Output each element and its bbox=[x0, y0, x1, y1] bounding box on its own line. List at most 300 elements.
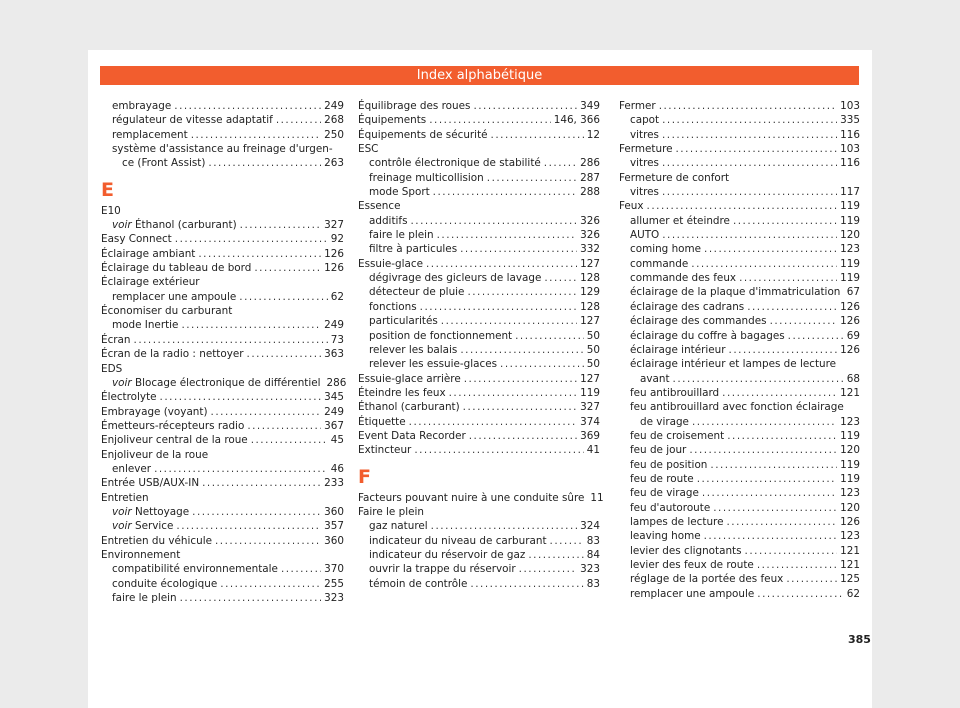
index-column-1 bbox=[101, 99, 347, 605]
entry-term bbox=[630, 257, 688, 271]
index-entry bbox=[101, 390, 344, 404]
entry-text: Essuie-glace arrière bbox=[358, 372, 461, 385]
entry-text: Essence bbox=[358, 200, 401, 213]
entry-term bbox=[369, 300, 417, 314]
dot-leader bbox=[689, 443, 837, 457]
entry-text: Nettoyage bbox=[131, 505, 190, 518]
dot-leader bbox=[726, 515, 837, 529]
dot-leader bbox=[722, 386, 837, 400]
dot-leader bbox=[662, 228, 837, 242]
entry-page: 369 bbox=[580, 429, 600, 442]
entry-term bbox=[369, 534, 547, 548]
entry-term bbox=[358, 400, 460, 414]
entry-text: coming home bbox=[630, 243, 702, 256]
entry-text: feu antibrouillard avec fonction éclairage bbox=[630, 401, 844, 414]
entry-page: 119 bbox=[840, 272, 860, 285]
entry-text: ouvrir la trappe du réservoir bbox=[369, 563, 516, 576]
entry-page: 119 bbox=[580, 386, 600, 399]
entry-term bbox=[369, 343, 457, 357]
entry-page: 126 bbox=[324, 262, 344, 275]
index-entry bbox=[101, 591, 344, 605]
dot-leader bbox=[175, 232, 328, 246]
index-entry bbox=[619, 372, 860, 386]
entry-page: 120 bbox=[840, 444, 860, 457]
index-entry bbox=[101, 261, 344, 275]
index-entry bbox=[358, 142, 600, 156]
entry-page: 62 bbox=[846, 587, 860, 600]
index-entry bbox=[101, 519, 344, 533]
dot-leader bbox=[460, 343, 583, 357]
entry-page: 119 bbox=[840, 214, 860, 227]
entry-page: 128 bbox=[580, 272, 600, 285]
entry-term bbox=[358, 128, 488, 142]
entry-page: 327 bbox=[324, 219, 344, 232]
entry-text: gaz naturel bbox=[369, 520, 428, 533]
entry-page: 126 bbox=[840, 343, 860, 356]
entry-text: éclairage intérieur bbox=[630, 343, 726, 356]
entry-page: 128 bbox=[580, 300, 600, 313]
index-entry bbox=[101, 491, 344, 505]
entry-term bbox=[630, 544, 742, 558]
entry-term bbox=[101, 534, 212, 548]
entry-term bbox=[630, 285, 840, 299]
entry-text: régulateur de vitesse adaptatif bbox=[112, 114, 273, 127]
index-entry bbox=[101, 462, 344, 476]
index-entry bbox=[358, 185, 600, 199]
index-entry bbox=[101, 577, 344, 591]
index-entry bbox=[358, 329, 600, 343]
dot-leader bbox=[673, 372, 844, 386]
dot-leader bbox=[437, 228, 578, 242]
entry-term bbox=[358, 415, 406, 429]
dot-leader bbox=[747, 300, 837, 314]
index-entry bbox=[358, 128, 600, 142]
entry-page: 249 bbox=[324, 405, 344, 418]
dot-leader bbox=[469, 429, 577, 443]
entry-term bbox=[630, 271, 736, 285]
index-entry bbox=[619, 285, 860, 299]
entry-page: 363 bbox=[324, 348, 344, 361]
entry-page: 123 bbox=[840, 530, 860, 543]
entry-page: 287 bbox=[580, 171, 600, 184]
entry-term bbox=[630, 529, 701, 543]
entry-page: 370 bbox=[324, 563, 344, 576]
entry-text: Embrayage (voyant) bbox=[101, 405, 208, 418]
entry-text: Faire le plein bbox=[358, 505, 424, 518]
index-entry bbox=[101, 448, 344, 462]
entry-term bbox=[112, 562, 278, 576]
entry-page: 324 bbox=[580, 520, 600, 533]
entry-page: 345 bbox=[324, 391, 344, 404]
dot-leader bbox=[647, 199, 838, 213]
dot-leader bbox=[441, 314, 577, 328]
index-entry bbox=[101, 333, 344, 347]
index-entry bbox=[101, 534, 344, 548]
dot-leader bbox=[786, 572, 837, 586]
index-entry bbox=[358, 386, 600, 400]
index-entry bbox=[358, 505, 600, 519]
entry-page: 249 bbox=[324, 100, 344, 112]
entry-page: 327 bbox=[580, 401, 600, 414]
entry-page: 263 bbox=[324, 157, 344, 170]
entry-term bbox=[369, 242, 457, 256]
entry-text: additifs bbox=[369, 214, 408, 227]
index-entry bbox=[619, 472, 860, 486]
entry-text: remplacement bbox=[112, 128, 188, 141]
dot-leader bbox=[191, 128, 321, 142]
entry-text: système d'assistance au freinage d'urgen- bbox=[112, 143, 333, 156]
entry-page: 357 bbox=[324, 520, 344, 533]
entry-term bbox=[369, 271, 541, 285]
entry-page: 121 bbox=[840, 559, 860, 571]
entry-page: 119 bbox=[840, 200, 860, 213]
index-entry bbox=[101, 275, 344, 289]
entry-text: E10 bbox=[101, 204, 121, 217]
entry-page: 46 bbox=[330, 462, 344, 475]
entry-text: feu de virage bbox=[630, 487, 699, 500]
index-entry bbox=[619, 113, 860, 127]
entry-page: 127 bbox=[580, 315, 600, 328]
page-header-title: Index alphabétique bbox=[100, 66, 859, 85]
index-entry bbox=[358, 415, 600, 429]
entry-page: 360 bbox=[324, 534, 344, 547]
entry-text: remplacer une ampoule bbox=[630, 587, 755, 600]
dot-leader bbox=[429, 113, 551, 127]
entry-text: commande bbox=[630, 257, 689, 270]
entry-text: éclairage des commandes bbox=[630, 315, 767, 328]
entry-term bbox=[630, 228, 659, 242]
dot-leader bbox=[500, 357, 584, 371]
entry-text: Équipements bbox=[358, 114, 427, 127]
entry-text: Équipements de sécurité bbox=[358, 128, 488, 141]
dot-leader bbox=[691, 257, 837, 271]
entry-text: feu de croisement bbox=[630, 429, 725, 442]
entry-term bbox=[630, 501, 710, 515]
entry-term bbox=[101, 261, 251, 275]
index-entry bbox=[358, 99, 600, 113]
entry-text: Écran de la radio : nettoyer bbox=[101, 348, 244, 361]
dot-leader bbox=[491, 128, 584, 142]
entry-text: éclairage de la plaque d'immatriculation bbox=[630, 286, 841, 299]
dot-leader bbox=[431, 519, 578, 533]
entry-text: Émetteurs-récepteurs radio bbox=[101, 419, 245, 432]
see-reference: voir bbox=[112, 376, 132, 389]
index-column-3 bbox=[619, 99, 860, 601]
entry-page: 286 bbox=[326, 376, 347, 389]
dot-leader bbox=[254, 261, 321, 275]
entry-text: Électrolyte bbox=[101, 391, 157, 404]
index-entry bbox=[358, 400, 600, 414]
entry-page: 121 bbox=[840, 386, 860, 399]
index-entry bbox=[619, 386, 860, 400]
entry-text: feu de position bbox=[630, 458, 708, 471]
entry-term bbox=[358, 372, 461, 386]
dot-leader bbox=[697, 472, 837, 486]
dot-leader bbox=[662, 128, 837, 142]
index-entry bbox=[619, 443, 860, 457]
index-entry bbox=[619, 300, 860, 314]
entry-text: indicateur du niveau de carburant bbox=[369, 534, 547, 547]
dot-leader bbox=[410, 214, 577, 228]
entry-text: levier des clignotants bbox=[630, 544, 742, 557]
entry-text: Easy Connect bbox=[101, 233, 172, 246]
index-entry bbox=[358, 343, 600, 357]
entry-text: AUTO bbox=[630, 229, 660, 242]
index-entry bbox=[101, 304, 344, 318]
entry-term bbox=[112, 591, 177, 605]
index-entry bbox=[358, 242, 600, 256]
entry-text: Extincteur bbox=[358, 444, 412, 457]
entry-term bbox=[369, 329, 512, 343]
index-entry bbox=[619, 156, 860, 170]
entry-page: 129 bbox=[580, 286, 600, 299]
section-letter-f: F bbox=[358, 465, 371, 488]
entry-page: 123 bbox=[840, 243, 860, 256]
entry-text: freinage multicollision bbox=[369, 171, 484, 184]
index-entry bbox=[619, 529, 860, 543]
entries-e bbox=[101, 204, 347, 606]
entry-term bbox=[122, 156, 205, 170]
index-entry bbox=[619, 357, 860, 371]
dot-leader bbox=[704, 242, 837, 256]
entry-page: 119 bbox=[840, 257, 860, 270]
entries-f bbox=[358, 491, 604, 591]
entry-page: 125 bbox=[840, 573, 860, 586]
index-entry bbox=[101, 290, 344, 304]
entry-page: 360 bbox=[324, 505, 344, 518]
page-number: 385 bbox=[848, 633, 871, 646]
entry-text: Service bbox=[131, 520, 174, 533]
dot-leader bbox=[770, 314, 838, 328]
entry-text: feu de jour bbox=[630, 444, 687, 457]
entry-text: enlever bbox=[112, 462, 152, 475]
dot-leader bbox=[409, 415, 578, 429]
index-entry bbox=[619, 257, 860, 271]
entry-text: Éclairage ambiant bbox=[101, 247, 196, 260]
entry-term bbox=[630, 300, 744, 314]
entry-page: 92 bbox=[330, 233, 344, 246]
entry-term bbox=[630, 329, 785, 343]
entries-top bbox=[101, 99, 344, 171]
entry-text: Fermeture bbox=[619, 143, 673, 156]
dot-leader bbox=[729, 343, 838, 357]
index-entry bbox=[358, 214, 600, 228]
index-entry bbox=[358, 271, 600, 285]
entry-text: Fermeture de confort bbox=[619, 171, 730, 184]
entry-page: 126 bbox=[840, 515, 860, 528]
index-entry bbox=[101, 376, 347, 390]
entry-text: relever les balais bbox=[369, 343, 458, 356]
entry-term bbox=[630, 472, 694, 486]
entry-text: capot bbox=[630, 114, 660, 127]
index-entry bbox=[358, 548, 600, 562]
index-entry bbox=[101, 113, 344, 127]
index-entry bbox=[101, 562, 344, 576]
entry-text: Écran bbox=[101, 333, 131, 346]
index-entry bbox=[101, 347, 344, 361]
entry-text: feu d'autoroute bbox=[630, 501, 711, 514]
entry-page: 323 bbox=[580, 563, 600, 576]
dot-leader bbox=[176, 519, 321, 533]
entry-page: 68 bbox=[846, 372, 860, 385]
index-entry bbox=[358, 285, 600, 299]
section-letter-e: E bbox=[101, 178, 114, 201]
index-entry bbox=[619, 343, 860, 357]
entries-top bbox=[358, 99, 600, 458]
entry-term bbox=[358, 99, 470, 113]
entry-page: 326 bbox=[580, 214, 600, 227]
entry-term bbox=[101, 419, 244, 433]
index-entry bbox=[101, 476, 344, 490]
entry-text: Éclairage du tableau de bord bbox=[101, 262, 252, 275]
entry-term bbox=[369, 185, 430, 199]
entry-term bbox=[619, 199, 644, 213]
entry-text: Éteindre les feux bbox=[358, 386, 446, 399]
entry-term bbox=[101, 247, 195, 261]
index-entry bbox=[619, 429, 860, 443]
entry-term bbox=[112, 577, 217, 591]
entry-term bbox=[630, 185, 659, 199]
entry-text: avant bbox=[640, 372, 670, 385]
entry-text: EDS bbox=[101, 362, 123, 375]
entry-term bbox=[101, 333, 131, 347]
index-entry bbox=[619, 242, 860, 256]
entry-text: Facteurs pouvant nuire à une conduite sûre bbox=[358, 491, 585, 504]
entry-text: feu antibrouillard bbox=[630, 386, 720, 399]
index-entry bbox=[101, 318, 344, 332]
dot-leader bbox=[745, 544, 838, 558]
dot-leader bbox=[544, 156, 577, 170]
dot-leader bbox=[420, 300, 578, 314]
dot-leader bbox=[676, 142, 838, 156]
entry-term bbox=[619, 142, 673, 156]
dot-leader bbox=[281, 562, 321, 576]
entry-page: 323 bbox=[324, 592, 344, 604]
entry-text: Feux bbox=[619, 200, 644, 213]
index-entry bbox=[619, 185, 860, 199]
entry-term bbox=[630, 572, 783, 586]
index-entry bbox=[358, 429, 600, 443]
dot-leader bbox=[710, 458, 837, 472]
entry-term bbox=[369, 548, 525, 562]
entry-page: 50 bbox=[586, 329, 600, 342]
dot-leader bbox=[757, 558, 837, 572]
entry-text: faire le plein bbox=[112, 592, 177, 604]
entry-text: Enjoliveur central de la roue bbox=[101, 434, 248, 447]
entry-term bbox=[630, 587, 754, 601]
entry-text: éclairage des cadrans bbox=[630, 300, 745, 313]
dot-leader bbox=[240, 218, 322, 232]
entry-term bbox=[112, 519, 173, 533]
entry-text: éclairage intérieur et lampes de lecture bbox=[630, 358, 837, 371]
index-entry bbox=[619, 314, 860, 328]
entry-text: Équilibrage des roues bbox=[358, 100, 471, 112]
entry-text: Fermer bbox=[619, 100, 656, 112]
entry-term bbox=[619, 99, 656, 113]
entry-term bbox=[358, 491, 584, 505]
entry-text: particularités bbox=[369, 315, 438, 328]
entry-text: mode Inertie bbox=[112, 319, 179, 332]
entry-text: indicateur du réservoir de gaz bbox=[369, 548, 526, 561]
dot-leader bbox=[208, 156, 321, 170]
entry-page: 62 bbox=[330, 290, 344, 303]
entry-page: 41 bbox=[586, 444, 600, 457]
entry-page: 69 bbox=[846, 329, 860, 342]
entry-page: 127 bbox=[580, 257, 600, 270]
index-entry bbox=[101, 548, 344, 562]
index-entry bbox=[101, 247, 344, 261]
dot-leader bbox=[757, 587, 844, 601]
entry-text: Éthanol (carburant) bbox=[358, 401, 460, 414]
entry-term bbox=[369, 285, 464, 299]
entry-page: 50 bbox=[586, 358, 600, 371]
entry-text: faire le plein bbox=[369, 229, 434, 242]
entry-text: commande des feux bbox=[630, 272, 737, 285]
entry-term bbox=[101, 476, 199, 490]
entry-text: Étiquette bbox=[358, 415, 406, 428]
entry-text: vitres bbox=[630, 186, 659, 199]
dot-leader bbox=[215, 534, 321, 548]
entry-page: 11 bbox=[590, 491, 604, 504]
index-entry bbox=[358, 577, 600, 591]
entry-term bbox=[112, 99, 171, 113]
dot-leader bbox=[544, 271, 577, 285]
entry-page: 126 bbox=[324, 247, 344, 260]
entry-page: 288 bbox=[580, 186, 600, 199]
entry-term bbox=[101, 433, 248, 447]
entry-term bbox=[640, 372, 670, 386]
entry-term bbox=[630, 429, 724, 443]
dot-leader bbox=[460, 242, 577, 256]
index-entry bbox=[619, 329, 860, 343]
index-entry bbox=[101, 419, 344, 433]
entry-term bbox=[358, 386, 446, 400]
entry-term bbox=[358, 443, 411, 457]
entry-text: allumer et éteindre bbox=[630, 214, 730, 227]
entry-page: 255 bbox=[324, 577, 344, 590]
entry-term bbox=[369, 577, 467, 591]
entry-page: 335 bbox=[840, 114, 860, 127]
dot-leader bbox=[464, 372, 577, 386]
dot-leader bbox=[414, 443, 583, 457]
entry-page: 45 bbox=[330, 434, 344, 447]
index-entry bbox=[358, 357, 600, 371]
index-entry bbox=[101, 232, 344, 246]
index-entry bbox=[619, 199, 860, 213]
index-entry bbox=[101, 218, 344, 232]
index-entry bbox=[101, 156, 344, 170]
entry-term bbox=[101, 405, 208, 419]
entry-term bbox=[640, 415, 689, 429]
entry-term bbox=[369, 314, 438, 328]
entry-term bbox=[112, 505, 189, 519]
entry-text: levier des feux de route bbox=[630, 559, 754, 571]
entry-text: leaving home bbox=[630, 530, 701, 543]
entries-f-cont bbox=[619, 99, 860, 601]
dot-leader bbox=[239, 290, 328, 304]
entry-page: 250 bbox=[324, 128, 344, 141]
entry-text: ce (Front Assist) bbox=[122, 157, 206, 170]
entry-term bbox=[112, 128, 188, 142]
dot-leader bbox=[463, 400, 577, 414]
entry-page: 121 bbox=[840, 544, 860, 557]
entry-text: éclairage du coffre à bagages bbox=[630, 329, 785, 342]
entry-text: contrôle électronique de stabilité bbox=[369, 157, 541, 170]
index-entry bbox=[358, 534, 600, 548]
entry-page: 268 bbox=[324, 114, 344, 127]
dot-leader bbox=[192, 505, 321, 519]
dot-leader bbox=[154, 462, 328, 476]
